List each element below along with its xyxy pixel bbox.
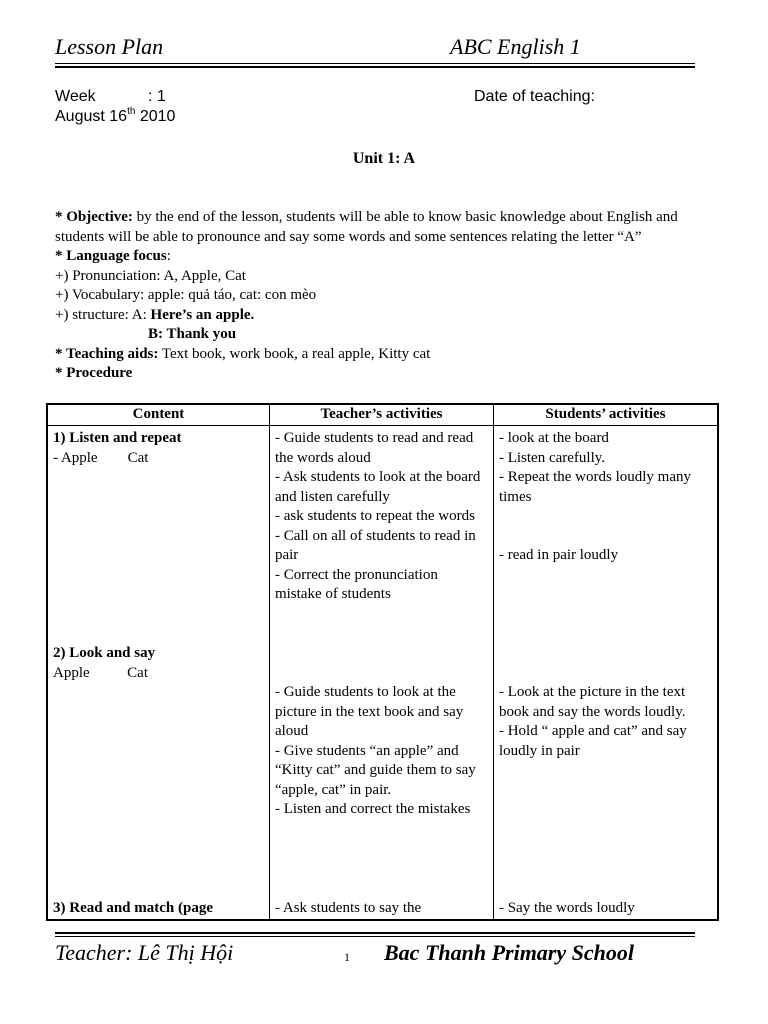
teacher-section-1 bbox=[275, 429, 488, 605]
teacher-activity: - Listen and correct the mistakes bbox=[274, 801, 471, 817]
vocabulary-line: +) Vocabulary: apple: quả táo, cat: con mèo bbox=[55, 287, 317, 303]
language-focus-label: * Language focus bbox=[55, 248, 167, 264]
teaching-aids-line bbox=[55, 345, 715, 365]
header-rule-thick bbox=[55, 66, 695, 68]
student-activity: - Look at the picture in the text book and say the words loudly. bbox=[498, 684, 686, 720]
footer-rule-thin bbox=[55, 936, 695, 937]
teacher-section-2 bbox=[275, 683, 488, 820]
teacher-activity: - Give students “an apple” and “Kitty cat” and guide them to say “apple, cat” in pair. bbox=[274, 742, 476, 798]
footer-school: Bac Thanh Primary School bbox=[384, 940, 634, 965]
teacher-activity: - Ask students to look at the board and listen carefully bbox=[274, 469, 481, 505]
teacher-activity: - Call on all of students to read in pair bbox=[274, 527, 476, 563]
unit-title: Unit 1: A bbox=[352, 150, 416, 167]
teacher-activity: - Guide students to read and read the words aloud bbox=[274, 430, 474, 466]
lesson-body bbox=[55, 208, 715, 384]
header-teacher-activities: Teacher’s activities bbox=[269, 404, 493, 426]
date-suffix: th bbox=[127, 106, 136, 117]
structure-a: Here’s an apple. bbox=[150, 306, 255, 323]
structure-line bbox=[55, 306, 715, 326]
students-section-1-pair bbox=[499, 546, 712, 566]
content-cell bbox=[47, 426, 269, 921]
students-section-3 bbox=[499, 899, 712, 919]
footer-teacher: Teacher: Lê Thị Hội bbox=[55, 940, 234, 965]
teacher-section-3 bbox=[275, 899, 488, 919]
objective-paragraph bbox=[55, 208, 715, 247]
teacher-activity: - ask students to repeat the words bbox=[274, 508, 475, 524]
student-activity: - Say the words loudly bbox=[498, 900, 635, 916]
table-row bbox=[47, 426, 718, 921]
structure-prefix: +) structure: A: bbox=[55, 306, 151, 323]
teaching-aids-label: * Teaching aids: bbox=[55, 345, 159, 362]
header-course: ABC English 1 bbox=[450, 34, 581, 59]
week-line bbox=[55, 88, 166, 106]
procedure-table bbox=[46, 403, 719, 921]
week-label: Week bbox=[55, 88, 96, 105]
section-3-content bbox=[53, 899, 264, 919]
page-header bbox=[55, 34, 713, 64]
language-focus-heading bbox=[55, 247, 715, 267]
table-header-row bbox=[47, 404, 718, 426]
date-month: August 16 bbox=[55, 108, 128, 125]
page-number: 1 bbox=[344, 950, 350, 964]
student-activity: - read in pair loudly bbox=[498, 547, 619, 563]
students-section-2 bbox=[499, 683, 712, 761]
teacher-cell bbox=[269, 426, 493, 921]
header-rule-thin bbox=[55, 63, 695, 64]
section-2-title: 2) Look and say bbox=[53, 645, 156, 661]
procedure-heading bbox=[55, 364, 715, 384]
date-label: Date of teaching: bbox=[474, 88, 595, 105]
teaching-aids-text: Text book, work book, a real apple, Kitty cat bbox=[158, 345, 431, 362]
section-3-title: 3) Read and match (page bbox=[53, 900, 213, 916]
student-activity: - Repeat the words loudly many times bbox=[498, 469, 692, 505]
language-focus-colon: : bbox=[166, 248, 171, 264]
section-2-words: Apple Cat bbox=[53, 664, 148, 681]
section-1-title: 1) Listen and repeat bbox=[53, 430, 182, 446]
teaching-date bbox=[55, 108, 175, 126]
header-student-activities: Students’ activities bbox=[493, 404, 718, 426]
date-year: 2010 bbox=[135, 108, 176, 125]
student-activity: - Hold “ apple and cat” and say loudly in pair bbox=[498, 723, 687, 759]
student-activity: - Listen carefully. bbox=[498, 449, 606, 466]
teacher-activity: - Guide students to look at the picture in the text book and say aloud bbox=[274, 684, 464, 739]
section-1-content bbox=[53, 429, 264, 468]
week-value: : 1 bbox=[148, 88, 166, 105]
teacher-activity: - Ask students to say the bbox=[274, 900, 422, 916]
section-1-words: - Apple Cat bbox=[53, 449, 149, 466]
objective-label: * Objective: bbox=[55, 209, 133, 225]
structure-line-b bbox=[55, 325, 715, 345]
footer-rule-thick bbox=[55, 932, 695, 934]
pronunciation-line: +) Pronunciation: A, Apple, Cat bbox=[55, 267, 246, 284]
students-cell bbox=[493, 426, 718, 921]
objective-text: by the end of the lesson, students will be able to know basic knowledge about English and students will be able to pronounce and say some words and some sentences relating the letter “A” bbox=[55, 209, 678, 245]
structure-b: B: Thank you bbox=[148, 326, 237, 342]
header-title: Lesson Plan bbox=[55, 34, 164, 59]
student-activity: - look at the board bbox=[498, 430, 609, 446]
procedure-label: * Procedure bbox=[55, 365, 133, 381]
section-2-content bbox=[53, 644, 264, 683]
header-content: Content bbox=[47, 404, 269, 426]
teacher-activity: - Correct the pronunciation mistake of students bbox=[274, 566, 438, 602]
students-section-1 bbox=[499, 429, 712, 507]
